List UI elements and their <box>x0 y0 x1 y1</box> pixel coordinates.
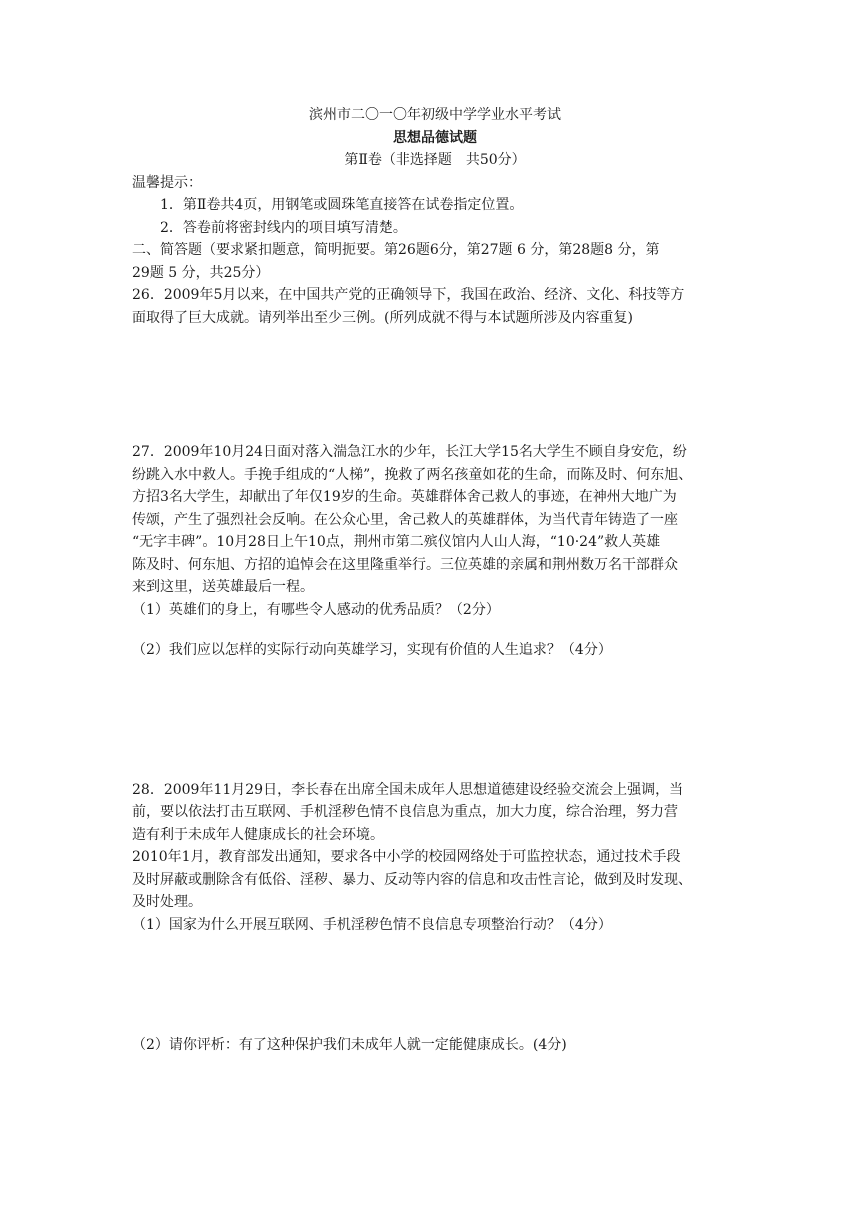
tip-item: 1．第Ⅱ卷共4页，用钢笔或圆珠笔直接答在试卷指定位置。 <box>160 197 524 213</box>
q26-text: 26．2009年5月以来，在中国共产党的正确领导下，我国在政治、经济、文化、科技等方 <box>132 287 685 303</box>
q26-text: 面取得了巨大成就。请列举出至少三例。(所列成就不得与本试题所涉及内容重复) <box>132 309 633 326</box>
q27-passage <box>132 441 738 599</box>
q28-sub1: （1）国家为什么开展互联网、手机淫秽色情不良信息专项整治行动？（4分） <box>132 916 612 933</box>
q28-sub1-answer-space <box>132 936 738 1034</box>
exam-page <box>132 104 738 1057</box>
exam-title: 滨州市二〇一〇年初级中学学业水平考试 <box>309 107 561 123</box>
q28-line: 及时屏蔽或删除含有低俗、淫秽、暴力、反动等内容的信息和攻击性言论，做到及时发现、 <box>132 871 692 888</box>
q27-sub2: （2）我们应以怎样的实际行动向英雄学习，实现有价值的人生追求？（4分） <box>132 642 612 658</box>
section-title: 第Ⅱ卷（非选择题 共50分） <box>344 152 526 168</box>
q27-sub1-answer-space <box>132 621 738 639</box>
q27-sub1: （1）英雄们的身上，有哪些令人感动的优秀品质？（2分） <box>132 601 500 618</box>
q28-line: 28．2009年11月29日，李长春在出席全国未成年人思想道德建设经验交流会上强调，当 <box>132 781 684 798</box>
q27-line: “无字丰碑”。10月28日上午10点，荆州市第二殡仪馆内人山人海，“10·24”救人英雄 <box>132 534 661 550</box>
q27-line: 27．2009年10月24日面对落入湍急江水的少年，长江大学15名大学生不顾自身安危，纷 <box>132 444 687 460</box>
tips-heading: 温馨提示： <box>132 174 202 191</box>
q28-passage <box>132 779 738 914</box>
section2-heading: 二、简答题（要求紧扣题意，简明扼要。第26题6分，第27题 6 分，第28题8 分，第 <box>132 242 660 258</box>
q27-answer-space <box>132 662 738 779</box>
q27-line: 陈及时、何东旭、方招的追悼会在这里隆重举行。三位英雄的亲属和荆州数万名干部群众 <box>132 556 678 573</box>
q28-line: 前，要以依法打击互联网、手机淫秽色情不良信息为重点，加大力度，综合治理，努力营 <box>132 804 678 820</box>
q27-line: 来到这里，送英雄最后一程。 <box>132 579 314 595</box>
section2-heading-cont: 29题 5 分，共25分） <box>132 264 270 281</box>
q27-line: 纷跳入水中救人。手挽手组成的“人梯”，挽救了两名孩童如花的生命，而陈及时、何东旭、 <box>132 466 693 483</box>
tip-item: 2．答卷前将密封线内的项目填写清楚。 <box>160 219 407 236</box>
q28-line: 2010年1月，教育部发出通知，要求各中小学的校园网络处于可监控状态，通过技术手段 <box>132 849 681 865</box>
q26-answer-space <box>132 329 738 441</box>
q28-sub2: （2）请你评析：有了这种保护我们未成年人就一定能健康成长。(4分) <box>132 1037 567 1053</box>
subject-title: 思想品德试题 <box>393 129 477 146</box>
q28-line: 及时处理。 <box>132 894 202 910</box>
q27-line: 传颂，产生了强烈社会反响。在公众心里，舍己救人的英雄群体，为当代青年铸造了一座 <box>132 511 678 528</box>
q27-line: 方招3名大学生，却献出了年仅19岁的生命。英雄群体舍己救人的事迹，在神州大地广为 <box>132 489 677 505</box>
q28-line: 造有利于未成年人健康成长的社会环境。 <box>132 826 384 843</box>
